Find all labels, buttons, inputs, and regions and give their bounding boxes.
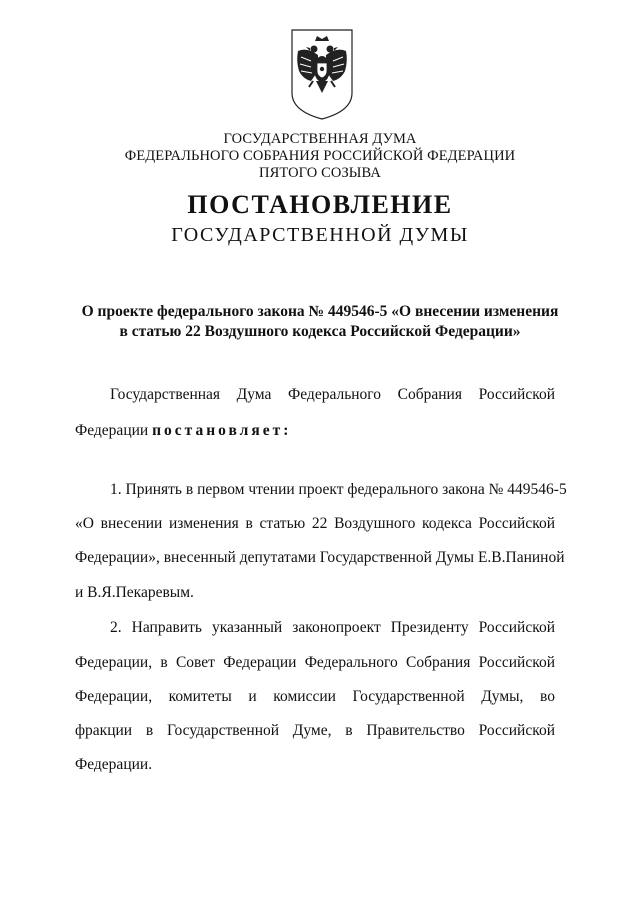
resolves-keyword: постановляет: xyxy=(152,422,292,439)
preamble-line-2 xyxy=(75,420,555,442)
coat-of-arms-emblem xyxy=(289,27,355,122)
item1-line-3: Федерации», внесенный депутатами Государственной Думы Е.В.Паниной xyxy=(75,549,565,566)
document-type-title: ПОСТАНОВЛЕНИЕ xyxy=(187,190,453,219)
item2-line-5: Федерации. xyxy=(75,756,153,773)
subject-line-2: в статью 22 Воздушного кодекса Российской Федерации» xyxy=(119,323,521,340)
item2-line-2: Федерации, в Совет Федерации Федерального Собрания Российской xyxy=(75,654,555,671)
item1-line-2: «О внесении изменения в статью 22 Воздушного кодекса Российской xyxy=(75,515,555,532)
preamble-line-1: Государственная Дума Федерального Собрания Российской xyxy=(110,386,555,403)
item2-line-4: фракции в Государственной Думе, в Правительство Российской xyxy=(75,722,555,739)
item1-line-1: 1. Принять в первом чтении проект федерального закона № 449546-5 xyxy=(110,481,567,498)
item1-line-4: и В.Я.Пекаревым. xyxy=(75,584,194,601)
header-line-3: ПЯТОГО СОЗЫВА xyxy=(259,165,381,181)
document-issuer-title: ГОСУДАРСТВЕННОЙ ДУМЫ xyxy=(171,224,469,246)
header-line-1: ГОСУДАРСТВЕННАЯ ДУМА xyxy=(223,131,417,147)
item2-line-1: 2. Направить указанный законопроект Президенту Российской xyxy=(110,619,555,636)
subject-line-1: О проекте федерального закона № 449546-5 «О внесении изменения xyxy=(81,303,559,320)
item2-line-3: Федерации, комитеты и комиссии Государственной Думы, во xyxy=(75,688,555,705)
preamble-text: Федерации xyxy=(75,422,153,439)
header-line-2: ФЕДЕРАЛЬНОГО СОБРАНИЯ РОССИЙСКОЙ ФЕДЕРАЦИИ xyxy=(124,148,516,164)
